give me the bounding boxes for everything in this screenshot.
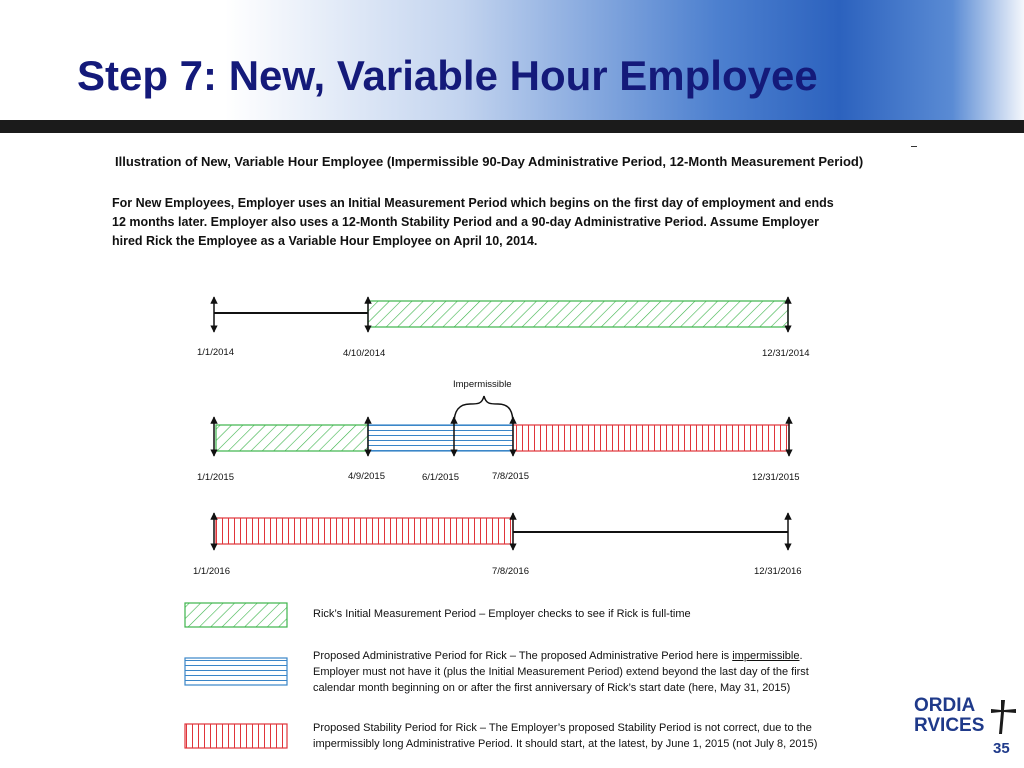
- label-2015-end: 12/31/2015: [752, 472, 800, 483]
- logo-line-1: ORDIA: [914, 695, 976, 716]
- legend-admin-line-3: calendar month beginning on or after the first anniversary of Rick’s start date (here, May 31, 2015): [313, 682, 791, 694]
- legend-measurement-line: Rick’s Initial Measurement Period – Employer checks to see if Rick is full-time: [313, 608, 691, 620]
- label-2014-start: 1/1/2014: [197, 347, 234, 358]
- legend-admin-line-1: [313, 648, 809, 664]
- logo-line-2: RVICES: [914, 715, 985, 736]
- legend-admin-underlined-word: impermissible: [732, 650, 800, 662]
- admin-period-bar-2015: [368, 425, 513, 451]
- slide-page-number: 35: [993, 740, 1010, 757]
- impermissible-annotation: Impermissible: [453, 379, 512, 390]
- label-2015-stability-start: 7/8/2015: [492, 471, 529, 482]
- legend-admin-line-1-pre: Proposed Administrative Period for Rick – The proposed Administrative Period here is: [313, 650, 733, 662]
- measurement-period-bar-2015: [216, 425, 368, 451]
- legend-admin-line-1-post: .: [799, 650, 803, 662]
- label-2015-start: 1/1/2015: [197, 472, 234, 483]
- legend-text-stability: [313, 720, 817, 752]
- legend-stability-line-1: Proposed Stability Period for Rick – The Employer’s proposed Stability Period is not correct, due to the: [313, 722, 812, 734]
- scenario-line-3: hired Rick the Employee as a Variable Hour Employee on April 10, 2014.: [112, 234, 538, 248]
- legend-stability-line-2: impermissibly long Administrative Period. It should start, at the latest, by June 1, 2015 (not July 8, 2015): [313, 738, 818, 750]
- slide-title: Step 7: New, Variable Hour Employee: [77, 52, 818, 99]
- measurement-period-bar-2014: [368, 301, 788, 327]
- label-2014-hire: 4/10/2014: [343, 348, 386, 359]
- label-2015-measurement-end: 4/9/2015: [348, 471, 385, 482]
- legend-admin-line-2: Employer must not have it (plus the Initial Measurement Period) extend beyond the last day of the first: [313, 666, 809, 678]
- timeline-2015: [197, 379, 800, 483]
- legend-swatch-measurement: [185, 603, 287, 627]
- cross-icon: [988, 698, 1018, 736]
- label-2016-start: 1/1/2016: [193, 566, 230, 577]
- legend-text-admin: [313, 648, 809, 696]
- stability-period-bar-2015: [513, 425, 789, 451]
- scenario-line-1: For New Employees, Employer uses an Initial Measurement Period which begins on the first day of employment and ends: [112, 196, 834, 210]
- organization-logo: [914, 696, 1024, 740]
- timeline-2016: [193, 513, 802, 577]
- scenario-line-2: 12 months later. Employer also uses a 12-Month Stability Period and a 90-day Administrative Period. Assume Employer: [112, 215, 819, 229]
- legend-text-measurement: [313, 606, 691, 622]
- label-2014-end: 12/31/2014: [762, 348, 810, 359]
- logo-wordmark: [914, 696, 984, 736]
- legend-swatch-admin: [185, 658, 287, 685]
- impermissible-brace: [454, 396, 513, 424]
- label-2015-june: 6/1/2015: [422, 472, 459, 483]
- legend-swatch-stability: [185, 724, 287, 748]
- diagram-caption: Illustration of New, Variable Hour Employee (Impermissible 90-Day Administrative Period, 12-Month Measurement Period): [115, 154, 864, 169]
- timeline-2014: [197, 297, 810, 359]
- label-2016-stability-end: 7/8/2016: [492, 566, 529, 577]
- label-2016-end: 12/31/2016: [754, 566, 802, 577]
- stability-period-bar-2016: [216, 518, 513, 544]
